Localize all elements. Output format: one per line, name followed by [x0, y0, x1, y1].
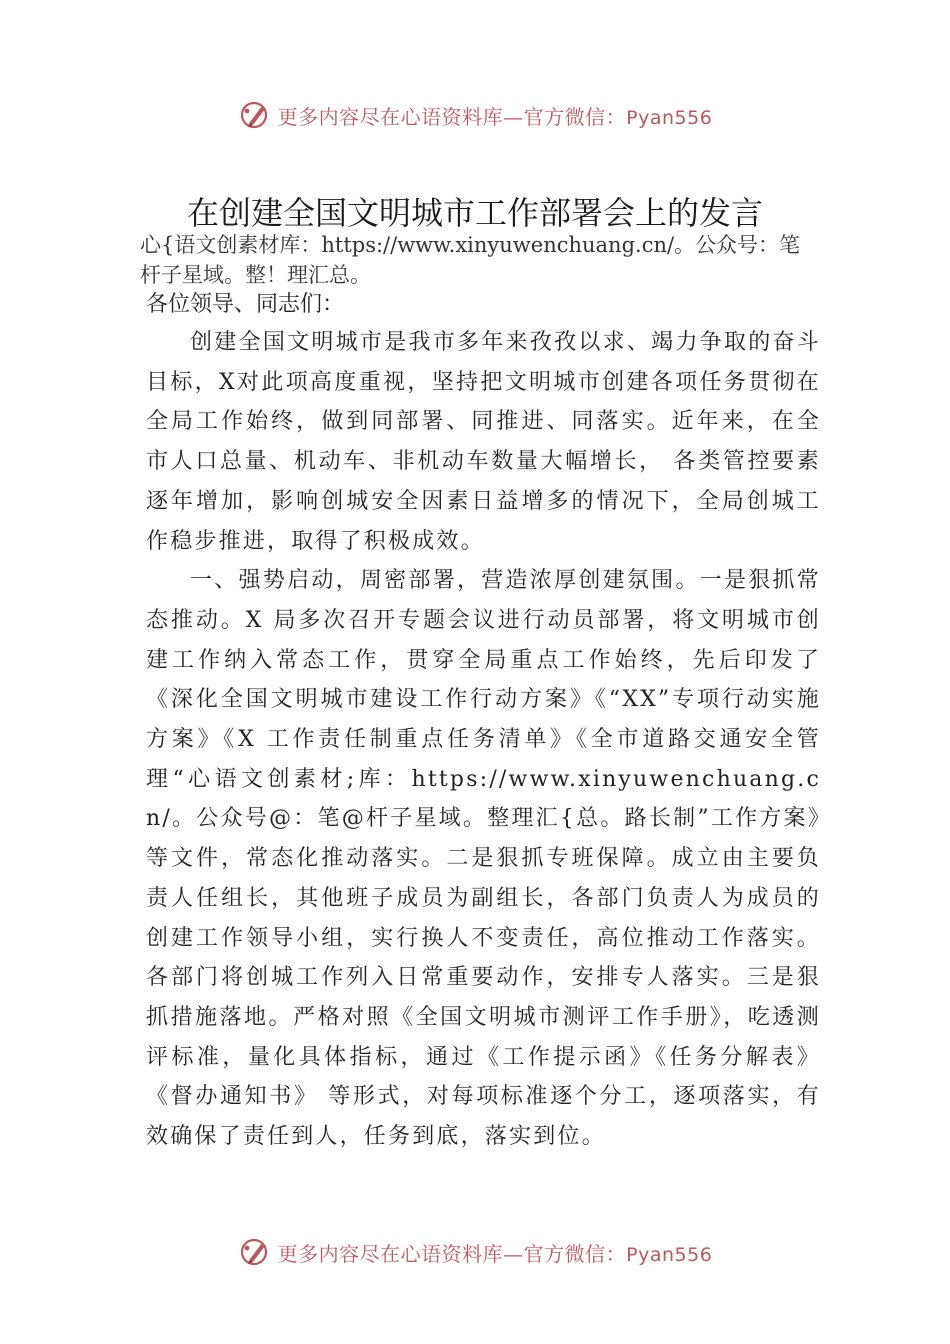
- paragraph-intro: 创建全国文明城市是我市多年来孜孜以求、竭力争取的奋斗目标，X对此项高度重视，坚持把文明城市创建各项任务贯彻在全局工作始终，做到同部署、同推进、同落实。近年来，在全市人口总量、机动车、非机动车数量大幅增长， 各类管控要素逐年增加，影响创城安全因素日益增多的情况下，全局创城工作稳步推进，取得了积极成效。: [146, 330, 821, 554]
- watermark-text: 更多内容尽在心语资料库—官方微信：Pyan556: [277, 104, 713, 129]
- pen-nib-icon: [238, 98, 272, 132]
- watermark-account: Pyan556: [626, 106, 713, 129]
- watermark-text: 更多内容尽在心语资料库—官方微信：Pyan556: [277, 1241, 713, 1266]
- watermark-account: Pyan556: [626, 1243, 713, 1266]
- pen-nib-icon: [238, 1235, 272, 1269]
- greeting: 各位领导、同志们：: [146, 292, 345, 317]
- paragraph-section-one: 一、强势启动，周密部署，营造浓厚创建氛围。一是狠抓常态推动。X 局多次召开专题会议进行动员部署，将文明城市创建工作纳入常态工作，贯穿全局重点工作始终，先后印发了《深化全国文明城市建设工作行动方案》《“XX”专项行动实施方案》《X 工作责任制重点任务清单》《全市道路交通安全管理“心语文创素材;库：https://www.xinyuwenchuang.cn/。公众号@：笔@杆子星域。整理汇{总。路长制”工作方案》等文件，常态化推动落实。二是狠抓专班保障。成立由主要负责人任组长，其他班子成员为副组长，各部门负责人为成员的创建工作领导小组，实行换人不变责任，高位推动工作落实。各部门将创城工作列入日常重要动作，安排专人落实。三是狠抓措施落地。严格对照《全国文明城市测评工作手册》，吃透测评标准，量化具体指标，通过《工作提示函》《任务分解表》《督办通知书》 等形式，对每项标准逐个分工，逐项落实，有效确保了责任到人，任务到底，落实到位。: [146, 568, 821, 1150]
- document-title: 在创建全国文明城市工作部署会上的发言: [186, 194, 763, 232]
- body-content: [146, 323, 821, 1157]
- watermark-banner-top: [0, 95, 950, 135]
- source-note: 心{语文创素材库：https://www.xinyuwenchuang.cn/。公众号：笔杆子星域。整！理汇总。: [140, 233, 801, 287]
- watermark-banner-bottom: [0, 1232, 950, 1272]
